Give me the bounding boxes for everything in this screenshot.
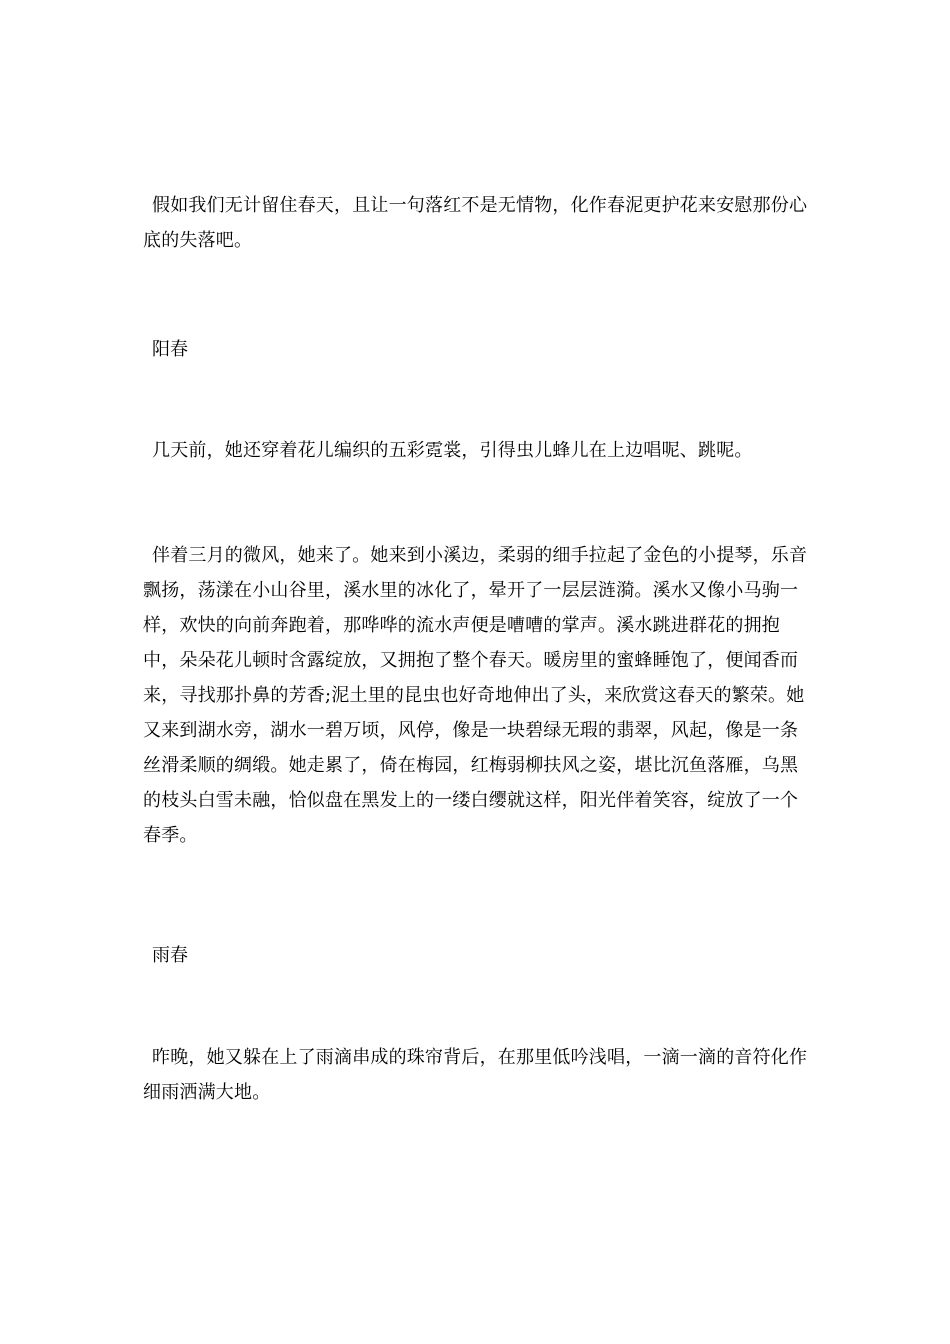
paragraph-yangchun-2: 伴着三月的微风，她来了。她来到小溪边，柔弱的细手拉起了金色的小提琴，乐音飘扬，荡漾在小山谷里，溪水里的冰化了，晕开了一层层涟漪。溪水又像小马驹一样，欢快的向前奔跑着，那哗哗的流水声便是嘈嘈的掌声。溪水跳进群花的拥抱中，朵朵花儿顿时含露绽放，又拥抱了整个春天。暖房里的蜜蜂睡饱了，便闻香而来，寻找那扑鼻的芳香;泥土里的昆虫也好奇地伸出了头，来欣赏这春天的繁荣。她又来到湖水旁，湖水一碧万顷，风停，像是一块碧绿无瑕的翡翠，风起，像是一条丝滑柔顺的绸缎。她走累了，倚在梅园，红梅弱柳扶风之姿，堪比沉鱼落雁，乌黑的枝头白雪未融，恰似盘在黑发上的一缕白缨就这样，阳光伴着笑容，绽放了一个春季。 (143, 545, 808, 846)
paragraph-yangchun-1: 几天前，她还穿着花儿编织的五彩霓裳，引得虫儿蜂儿在上边唱呢、跳呢。 (152, 440, 753, 461)
paragraph-intro: 假如我们无计留住春天，且让一句落红不是无情物，化作春泥更护花来安慰那份心底的失落吧。 (143, 195, 808, 251)
paragraph-yuchun-1: 昨晚，她又躲在上了雨滴串成的珠帘背后，在那里低吟浅唱，一滴一滴的音符化作细雨洒满大地。 (143, 1047, 808, 1103)
section-heading-yangchun: 阳春 (152, 339, 188, 360)
section-heading-yuchun: 雨春 (152, 945, 188, 966)
